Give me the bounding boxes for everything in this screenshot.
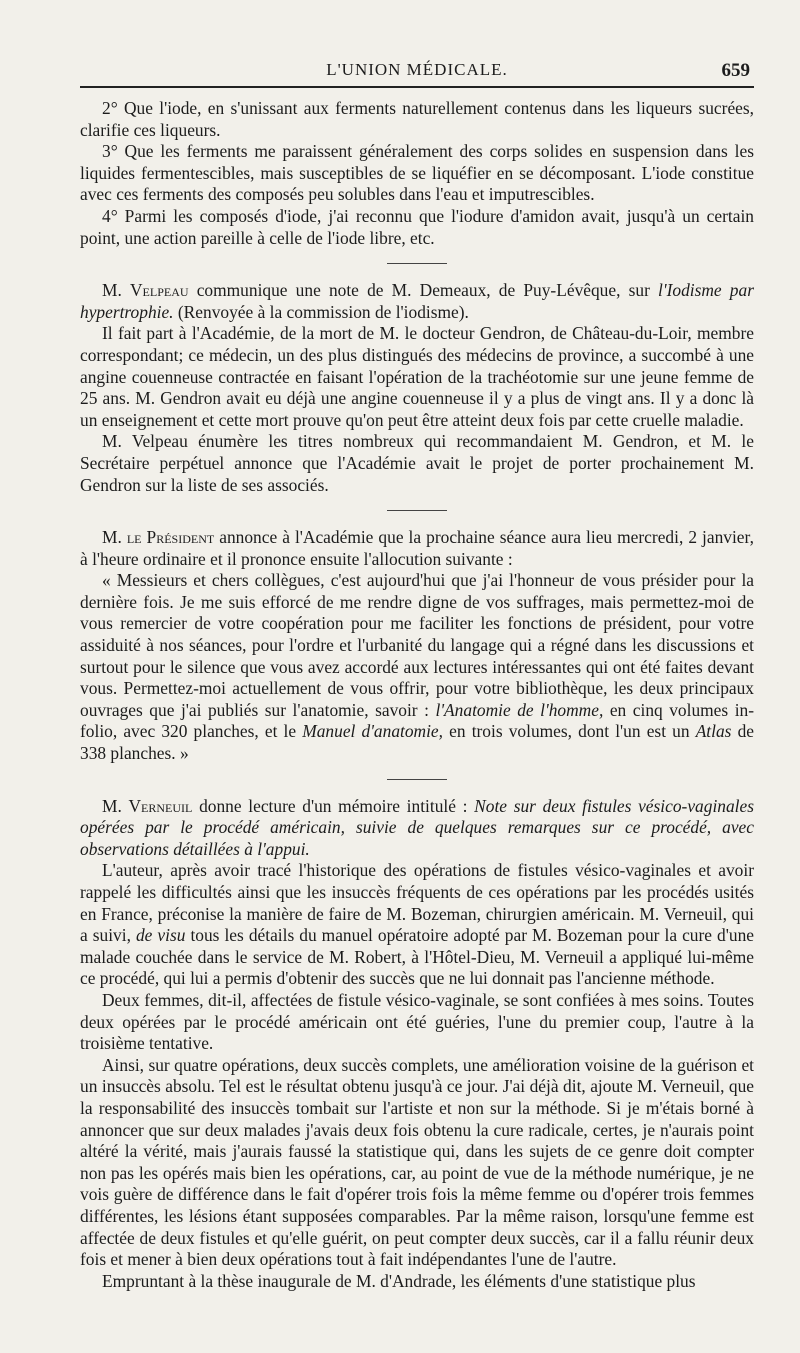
conclusion-item: 2° Que l'iode, en s'unissant aux ferments naturellement contenus dans les liqueurs sucrées, clarifie ces liqueurs.: [80, 98, 754, 140]
section-separator: [387, 779, 447, 780]
section-separator: [387, 263, 447, 264]
paragraph-text: (Renvoyée à la commission de l'iodisme).: [173, 301, 469, 322]
paragraph: Empruntant à la thèse inaugurale de M. d'Andrade, les éléments d'une statistique plus: [102, 1270, 696, 1291]
book-title: Manuel d'anatomie,: [302, 721, 443, 742]
paragraph: M. Velpeau énumère les titres nombreux qui recommandaient M. Gendron, et M. le Secrétaire perpétuel annonce que l'Académie avait le projet de porter prochainement M. Gendron sur la liste de ses associés.: [80, 431, 754, 495]
speaker-name: Velpeau: [129, 280, 189, 301]
speech-text: « Messieurs et chers collègues, c'est aujourd'hui que j'ai l'honneur de vous présider pour la dernière fois. Je me suis efforcé de me rendre digne de vos suffrages, mais permettez-moi de vous remercier de votre coopération pour me faciliter les fonctions de président, pour votre assiduité à nos séances, pour l'ordre et l'urbanité du langage qui a régné dans les discussions et surtout pour le silence que vous avez accordé aux lectures intéressantes qui ont été faites devant vous. Permettez-moi actuellement de vous offrir, pour votre bibliothèque, les deux principaux ouvrages que j'ai publiés sur l'anatomie, savoir :: [80, 570, 754, 720]
paragraph-text: donne lecture d'un mémoire intitulé :: [192, 795, 475, 816]
president-section: [80, 527, 754, 765]
page-number: 659: [721, 60, 750, 81]
paragraph: [80, 860, 754, 990]
memoir-title: Note sur deux fistules vésico-vaginales opérées par le procédé américain, suivie de quelques remarques sur ce procédé, avec observations détaillées à l'appui.: [80, 795, 754, 859]
paragraph: Deux femmes, dit-il, affectées de fistule vésico-vaginale, se sont confiées à mes soins. Toutes deux opérées par le procédé américain ont été guéries, l'une du premier coup, l'autre à la troisième tentative.: [80, 989, 754, 1054]
speaker-prefix: M.: [102, 527, 127, 548]
iodine-conclusions: [80, 98, 754, 249]
speaker-prefix: M.: [102, 795, 129, 816]
body-text: [80, 98, 754, 1292]
latin-phrase: de visu: [135, 925, 186, 946]
paragraph-text: tous les détails du manuel opératoire adopté par M. Bozeman pour la cure d'une malade couchée dans le service de M. Robert, à l'Hôtel-Dieu, M. Verneuil a appliqué lui-même ce procédé, qui lui a permis d'obtenir des succès que ne lui donnait pas l'ancienne méthode.: [80, 925, 754, 989]
paragraph-text: communique une note de M. Demeaux, de Puy-Lévêque, sur: [188, 280, 659, 301]
paragraph: Il fait part à l'Académie, de la mort de M. le docteur Gendron, de Château-du-Loir, membre correspondant; ce médecin, un des plus distingués des médecins de province, a succombé à une angine couenneuse contractée en faisant l'opération de la trachéotomie sur une jeune femme de 25 ans. M. Gendron avait eu déjà une angine couenneuse il y a plus de vingt ans. Il y a donc là un enseignement et cette mort prouve qu'on peut être atteint deux fois par cette cruelle maladie.: [80, 323, 754, 430]
paragraph-text: annonce à l'Académie que la prochaine séance aura lieu mercredi, 2 janvier, à l'heure ordinaire et il prononce ensuite l'allocution suivante :: [80, 527, 754, 569]
section-separator: [387, 510, 447, 511]
running-head: [80, 52, 754, 88]
paragraph: [80, 280, 754, 323]
speech-text: de 338 planches. »: [80, 721, 754, 764]
speech: [80, 570, 754, 764]
speaker-name: le Président: [126, 527, 215, 548]
speaker-name: Verneuil: [128, 795, 193, 816]
speech-text: en trois volumes, dont l'un est un: [443, 721, 696, 742]
verneuil-section: [80, 796, 754, 1293]
paragraph: [80, 796, 754, 861]
velpeau-section: [80, 280, 754, 496]
paragraph: [80, 527, 754, 570]
conclusion-item: 4° Parmi les composés d'iode, j'ai reconnu que l'iodure d'amidon avait, jusqu'à un certain point, une action pareille à celle de l'iode libre, etc.: [80, 205, 754, 248]
book-title: Atlas: [695, 721, 732, 742]
paragraph: Ainsi, sur quatre opérations, deux succès complets, une amélioration voisine de la guérison et un insuccès absolu. Tel est le résultat obtenu jusqu'à ce jour. J'ai déjà dit, ajoute M. Verneuil, que la responsabilité des insuccès tombait sur l'artiste et non sur la méthode. Si je m'étais borné à annoncer que sur deux malades j'avais deux fois obtenu la cure radicale, certes, je n'aurais point altéré la vérité, mais j'aurais faussé la statistique qui, dans les sujets de ce genre doit compter non pas les opérés mais bien les opérations, car, au point de vue de la méthode numérique, je ne vois guère de différence dans le fait d'opérer trois fois la même femme ou d'opérer trois femmes différentes, les lésions étant supposées comparables. Par la même raison, lorsqu'une femme est affectée de deux fistules et qu'elle guérit, on peut compter deux succès, car il a fallu réunir deux fois et mener à bien deux opérations tout à fait indépendantes l'une de l'autre.: [80, 1054, 754, 1270]
speaker-prefix: M.: [102, 280, 130, 301]
journal-title: L'UNION MÉDICALE.: [326, 60, 508, 79]
speech-text: en cinq volumes in-folio, avec 320 planches, et le: [80, 699, 755, 742]
book-title: l'Anatomie de l'homme,: [435, 699, 604, 720]
conclusion-item: 3° Que les ferments me paraissent généralement des corps solides en suspension dans les liquides fermentescibles, mais susceptibles de se liquéfier en se décomposant. L'iode constitue avec ces ferments des composés peu solubles dans l'eau et imputrescibles.: [80, 141, 754, 205]
paragraph-text: L'auteur, après avoir tracé l'historique des opérations de fistules vésico-vaginales et avoir rappelé les difficultés ainsi que les insuccès fréquents de ces opérations par les procédés usités en France, préconise la manière de faire de M. Bozeman, chirurgien américain. M. Verneuil, qui a suivi,: [80, 860, 754, 946]
note-title: l'Iodisme par hypertrophie.: [80, 280, 754, 322]
